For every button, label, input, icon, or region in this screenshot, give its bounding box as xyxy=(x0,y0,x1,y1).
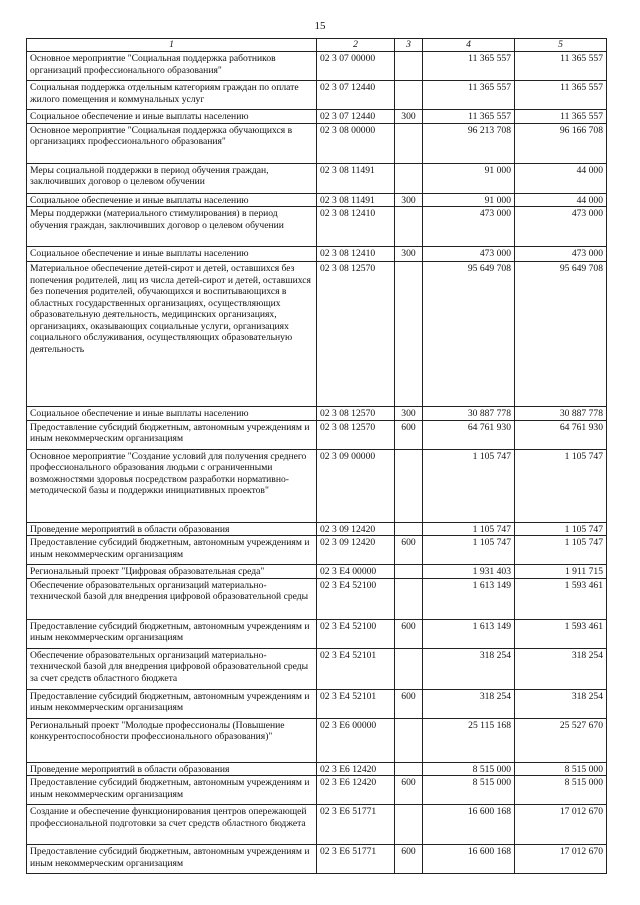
row-amount-cell: 95 649 708 xyxy=(423,262,515,407)
row-expense-type-cell xyxy=(395,522,423,536)
row-expense-type-cell xyxy=(395,163,423,193)
row-expense-type-cell xyxy=(395,648,423,689)
row-expense-type-cell xyxy=(395,578,423,619)
row-amount-cell: 16 600 168 xyxy=(423,805,515,845)
table-row xyxy=(27,648,607,689)
row-amount-cell: 44 000 xyxy=(515,193,607,207)
row-name-cell: Социальное обеспечение и иные выплаты населению xyxy=(27,193,317,207)
row-code-cell: 02 3 08 00000 xyxy=(317,123,395,163)
column-header: 3 xyxy=(395,39,423,52)
table-row xyxy=(27,262,607,407)
row-expense-type-cell xyxy=(395,262,423,407)
row-name-cell: Меры социальной поддержки в период обучения граждан, заключивших договор о целевом обучении xyxy=(27,163,317,193)
row-amount-cell: 318 254 xyxy=(515,648,607,689)
row-expense-type-cell xyxy=(395,123,423,163)
row-name-cell: Обеспечение образовательных организаций материально-технической базой для внедрения цифровой образовательной среды xyxy=(27,578,317,619)
row-amount-cell: 1 613 149 xyxy=(423,619,515,648)
row-amount-cell: 25 115 168 xyxy=(423,718,515,762)
row-amount-cell: 11 365 557 xyxy=(515,81,607,110)
row-code-cell: 02 3 E6 12420 xyxy=(317,776,395,805)
row-name-cell: Предоставление субсидий бюджетным, автономным учреждениям и иным некоммерческим организациям xyxy=(27,619,317,648)
row-expense-type-cell xyxy=(395,565,423,579)
row-amount-cell: 8 515 000 xyxy=(423,762,515,776)
table-row xyxy=(27,776,607,805)
row-code-cell: 02 3 E6 12420 xyxy=(317,762,395,776)
row-amount-cell: 64 761 930 xyxy=(515,420,607,449)
row-amount-cell: 473 000 xyxy=(515,207,607,247)
table-row xyxy=(27,81,607,110)
row-code-cell: 02 3 08 12570 xyxy=(317,420,395,449)
row-amount-cell: 473 000 xyxy=(515,247,607,262)
row-name-cell: Предоставление субсидий бюджетным, автономным учреждениям и иным некоммерческим организациям xyxy=(27,420,317,449)
row-code-cell: 02 3 E4 52100 xyxy=(317,578,395,619)
table-row xyxy=(27,536,607,565)
row-name-cell: Основное мероприятие "Социальная поддержка работников организаций профессионального образования" xyxy=(27,52,317,81)
row-expense-type-cell: 300 xyxy=(395,193,423,207)
row-expense-type-cell xyxy=(395,207,423,247)
row-amount-cell: 1 105 747 xyxy=(423,522,515,536)
row-amount-cell: 1 105 747 xyxy=(515,449,607,522)
row-amount-cell: 91 000 xyxy=(423,163,515,193)
table-row xyxy=(27,718,607,762)
row-expense-type-cell: 600 xyxy=(395,619,423,648)
row-code-cell: 02 3 08 11491 xyxy=(317,163,395,193)
row-code-cell: 02 3 07 12440 xyxy=(317,81,395,110)
row-amount-cell: 95 649 708 xyxy=(515,262,607,407)
column-header: 2 xyxy=(317,39,395,52)
row-name-cell: Материальное обеспечение детей-сирот и детей, оставшихся без попечения родителей, лиц из числа детей-сирот и детей, оставшихся без попечения родителей, обучающихся и воспитывающихся в областных государственных организациях, осуществляющих образовательную деятельность, медицинских организациях, организациях, оказывающих социальные услуги, организациях социального обслуживания, осуществляющих образовательную деятельность xyxy=(27,262,317,407)
row-code-cell: 02 3 08 12410 xyxy=(317,247,395,262)
table-row xyxy=(27,619,607,648)
row-name-cell: Предоставление субсидий бюджетным, автономным учреждениям и иным некоммерческим организациям xyxy=(27,536,317,565)
row-name-cell: Региональный проект "Молодые профессионалы (Повышение конкурентоспособности профессионального образования)" xyxy=(27,718,317,762)
row-name-cell: Создание и обеспечение функционирования центров опережающей профессиональной подготовки за счет средств областного бюджета xyxy=(27,805,317,845)
row-amount-cell: 17 012 670 xyxy=(515,845,607,874)
table-row xyxy=(27,578,607,619)
row-name-cell: Меры поддержки (материального стимулирования) в период обучения граждан, заключивших договор о целевом обучении xyxy=(27,207,317,247)
row-expense-type-cell: 600 xyxy=(395,536,423,565)
row-code-cell: 02 3 E6 51771 xyxy=(317,845,395,874)
row-code-cell: 02 3 E4 52101 xyxy=(317,648,395,689)
row-amount-cell: 30 887 778 xyxy=(515,407,607,421)
page-number: 15 xyxy=(314,20,326,32)
row-code-cell: 02 3 09 12420 xyxy=(317,536,395,565)
row-name-cell: Основное мероприятие "Создание условий для получения среднего профессионального образования людьми с ограниченными возможностями здоровья посредством разработки нормативно-методической базы и поддержки инициативных проектов" xyxy=(27,449,317,522)
row-expense-type-cell xyxy=(395,52,423,81)
row-amount-cell: 1 105 747 xyxy=(423,536,515,565)
table-row xyxy=(27,123,607,163)
row-expense-type-cell: 600 xyxy=(395,845,423,874)
row-code-cell: 02 3 09 12420 xyxy=(317,522,395,536)
row-name-cell: Основное мероприятие "Социальная поддержка обучающихся в организациях профессионального образования" xyxy=(27,123,317,163)
row-amount-cell: 25 527 670 xyxy=(515,718,607,762)
row-name-cell: Предоставление субсидий бюджетным, автономным учреждениям и иным некоммерческим организациям xyxy=(27,689,317,718)
row-code-cell: 02 3 E6 51771 xyxy=(317,805,395,845)
row-amount-cell: 96 166 708 xyxy=(515,123,607,163)
row-name-cell: Социальное обеспечение и иные выплаты населению xyxy=(27,110,317,124)
table-row xyxy=(27,247,607,262)
row-expense-type-cell xyxy=(395,449,423,522)
row-expense-type-cell: 300 xyxy=(395,110,423,124)
row-code-cell: 02 3 07 12440 xyxy=(317,110,395,124)
row-code-cell: 02 3 08 11491 xyxy=(317,193,395,207)
row-expense-type-cell: 300 xyxy=(395,247,423,262)
row-name-cell: Социальная поддержка отдельным категориям граждан по оплате жилого помещения и коммунальных услуг xyxy=(27,81,317,110)
row-amount-cell: 1 105 747 xyxy=(515,522,607,536)
row-name-cell: Предоставление субсидий бюджетным, автономным учреждениям и иным некоммерческим организациям xyxy=(27,845,317,874)
row-amount-cell: 11 365 557 xyxy=(515,110,607,124)
table-row xyxy=(27,449,607,522)
row-name-cell: Предоставление субсидий бюджетным, автономным учреждениям и иным некоммерческим организациям xyxy=(27,776,317,805)
row-name-cell: Социальное обеспечение и иные выплаты населению xyxy=(27,407,317,421)
row-code-cell: 02 3 E4 52100 xyxy=(317,619,395,648)
row-name-cell: Обеспечение образовательных организаций материально-технической базой для внедрения цифровой образовательной среды за счет средств областного бюджета xyxy=(27,648,317,689)
row-amount-cell: 11 365 557 xyxy=(423,110,515,124)
row-amount-cell: 1 593 461 xyxy=(515,578,607,619)
row-code-cell: 02 3 09 00000 xyxy=(317,449,395,522)
row-code-cell: 02 3 08 12570 xyxy=(317,407,395,421)
row-amount-cell: 1 613 149 xyxy=(423,578,515,619)
row-expense-type-cell xyxy=(395,805,423,845)
table-row xyxy=(27,207,607,247)
column-header: 5 xyxy=(515,39,607,52)
row-amount-cell: 16 600 168 xyxy=(423,845,515,874)
row-amount-cell: 17 012 670 xyxy=(515,805,607,845)
row-amount-cell: 11 365 557 xyxy=(423,52,515,81)
row-amount-cell: 318 254 xyxy=(423,689,515,718)
row-amount-cell: 1 105 747 xyxy=(423,449,515,522)
row-expense-type-cell: 600 xyxy=(395,689,423,718)
row-amount-cell: 11 365 557 xyxy=(423,81,515,110)
table-row xyxy=(27,689,607,718)
row-amount-cell: 96 213 708 xyxy=(423,123,515,163)
row-expense-type-cell: 600 xyxy=(395,776,423,805)
row-code-cell: 02 3 07 00000 xyxy=(317,52,395,81)
table-row xyxy=(27,762,607,776)
table-row xyxy=(27,565,607,579)
row-amount-cell: 91 000 xyxy=(423,193,515,207)
row-amount-cell: 64 761 930 xyxy=(423,420,515,449)
table-row xyxy=(27,52,607,81)
row-amount-cell: 318 254 xyxy=(423,648,515,689)
table-row xyxy=(27,522,607,536)
row-name-cell: Социальное обеспечение и иные выплаты населению xyxy=(27,247,317,262)
table-row xyxy=(27,110,607,124)
row-amount-cell: 8 515 000 xyxy=(423,776,515,805)
table-row xyxy=(27,845,607,874)
row-name-cell: Проведение мероприятий в области образования xyxy=(27,522,317,536)
row-amount-cell: 473 000 xyxy=(423,247,515,262)
row-code-cell: 02 3 08 12410 xyxy=(317,207,395,247)
table-row xyxy=(27,420,607,449)
row-expense-type-cell: 600 xyxy=(395,420,423,449)
row-amount-cell: 1 105 747 xyxy=(515,536,607,565)
row-amount-cell: 1 593 461 xyxy=(515,619,607,648)
row-amount-cell: 44 000 xyxy=(515,163,607,193)
row-amount-cell: 11 365 557 xyxy=(515,52,607,81)
row-amount-cell: 473 000 xyxy=(423,207,515,247)
row-amount-cell: 1 911 715 xyxy=(515,565,607,579)
row-code-cell: 02 3 E4 52101 xyxy=(317,689,395,718)
row-name-cell: Проведение мероприятий в области образования xyxy=(27,762,317,776)
row-expense-type-cell: 300 xyxy=(395,407,423,421)
row-expense-type-cell xyxy=(395,81,423,110)
table-row xyxy=(27,805,607,845)
column-header: 4 xyxy=(423,39,515,52)
row-amount-cell: 8 515 000 xyxy=(515,762,607,776)
row-name-cell: Региональный проект "Цифровая образовательная среда" xyxy=(27,565,317,579)
row-code-cell: 02 3 E6 00000 xyxy=(317,718,395,762)
table-row xyxy=(27,163,607,193)
row-expense-type-cell xyxy=(395,718,423,762)
budget-table xyxy=(26,38,607,874)
row-code-cell: 02 3 08 12570 xyxy=(317,262,395,407)
row-amount-cell: 8 515 000 xyxy=(515,776,607,805)
row-expense-type-cell xyxy=(395,762,423,776)
row-amount-cell: 30 887 778 xyxy=(423,407,515,421)
column-header: 1 xyxy=(27,39,317,52)
row-amount-cell: 318 254 xyxy=(515,689,607,718)
row-amount-cell: 1 931 403 xyxy=(423,565,515,579)
table-header-row xyxy=(27,39,607,52)
table-row xyxy=(27,407,607,421)
row-code-cell: 02 3 E4 00000 xyxy=(317,565,395,579)
table-row xyxy=(27,193,607,207)
